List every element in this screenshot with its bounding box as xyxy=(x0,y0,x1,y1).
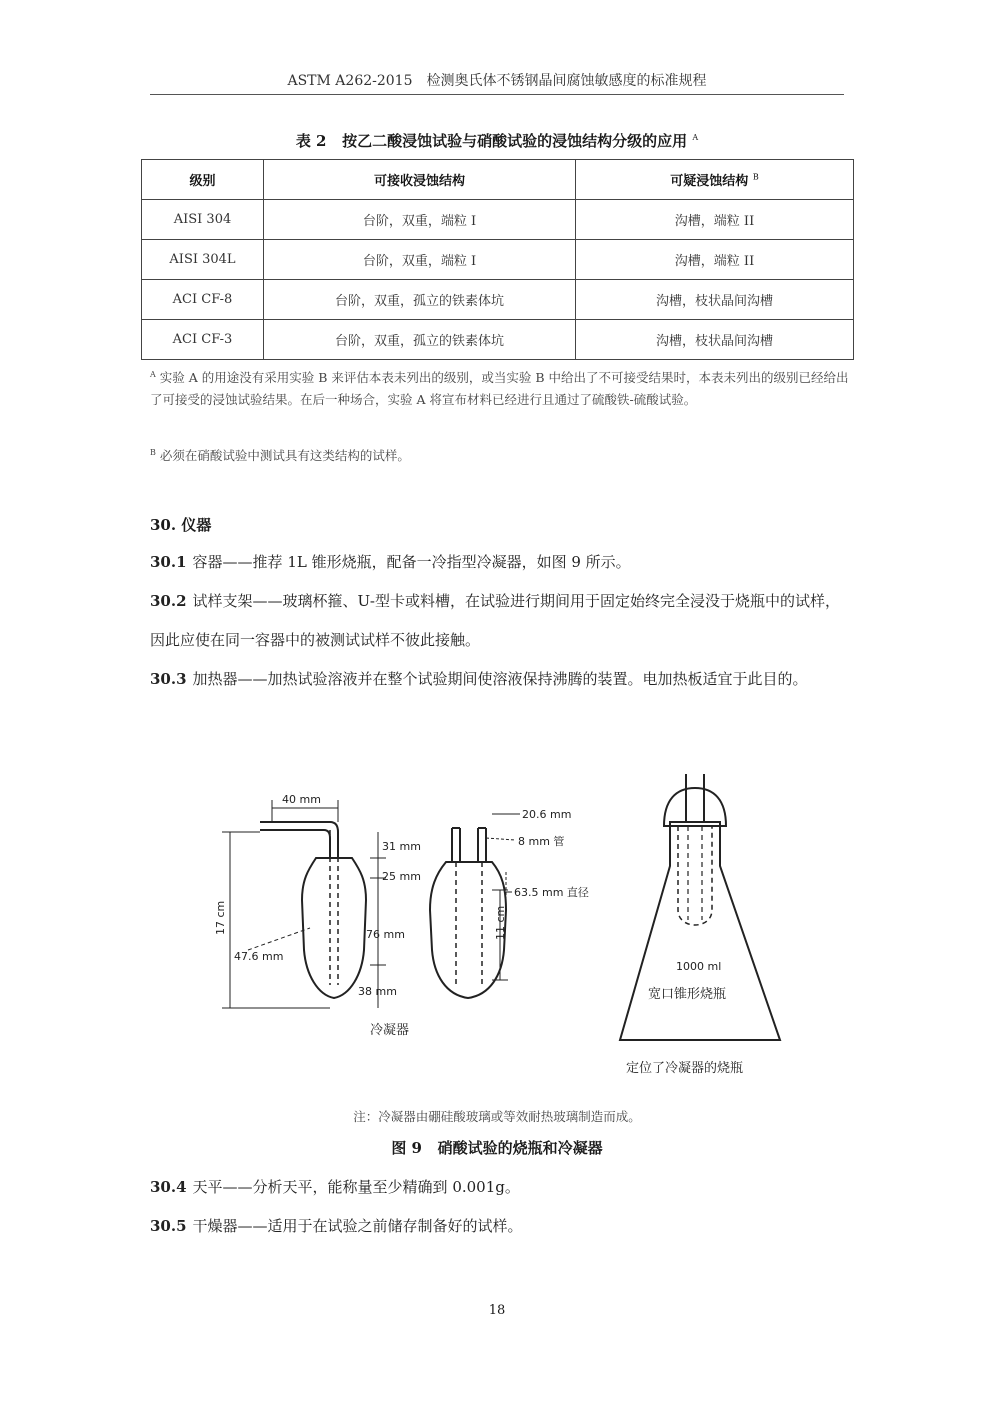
col-header-acceptable: 可接收浸蚀结构 xyxy=(264,160,576,200)
dim-40mm: 40 mm xyxy=(282,793,321,806)
clause-number: 30.1 xyxy=(150,553,187,571)
footnote-b-text: 必须在硝酸试验中测试具有这类结构的试样。 xyxy=(159,448,410,464)
col-header-grade: 级别 xyxy=(142,160,264,200)
table-cell: 台阶，双重，端粒 I xyxy=(264,240,576,280)
table-cell: 沟槽，端粒 II xyxy=(576,200,854,240)
clause-number: 30.5 xyxy=(150,1217,187,1235)
clause-number: 30.4 xyxy=(150,1178,187,1196)
dim-47-6mm: 47.6 mm xyxy=(234,950,284,963)
table-title-footnote-mark: A xyxy=(692,133,699,142)
footnote-a-text: 实验 A 的用途没有采用实验 B 来评估本表未列出的级别，或当实验 B 中给出了不可接受结果时，本表未列出的级别已经给出了可接受的浸蚀试验结果。在后一种场合，实验 A 将宣布材料已经进行且通过了硫酸铁-硫酸试验。 xyxy=(150,370,849,408)
dim-38mm: 38 mm xyxy=(358,985,397,998)
grading-table xyxy=(141,159,854,360)
clause-number: 30.3 xyxy=(150,670,187,688)
paragraph-30-3 xyxy=(150,660,850,699)
table-title-text: 按乙二酸浸蚀试验与硝酸试验的浸蚀结构分级的应用 xyxy=(342,132,688,150)
dim-17cm: 17 cm xyxy=(214,900,227,935)
paragraph-30-1 xyxy=(150,543,850,582)
clause-text: 容器——推荐 1L 锥形烧瓶，配备一冷指型冷凝器，如图 9 所示。 xyxy=(192,553,631,571)
dim-76mm: 76 mm xyxy=(366,928,405,941)
paragraph-30-5 xyxy=(150,1207,850,1246)
clause-number: 30.2 xyxy=(150,592,187,610)
table-cell: 沟槽，端粒 II xyxy=(576,240,854,280)
table-footnote-b xyxy=(150,442,850,467)
table-cell: 台阶，双重，孤立的铁素体坑 xyxy=(264,280,576,320)
table-title xyxy=(150,130,844,151)
table-cell: 台阶，双重，端粒 I xyxy=(264,200,576,240)
figure-note: 注：冷凝器由硼硅酸玻璃或等效耐热玻璃制造而成。 xyxy=(353,1109,641,1124)
condenser-front-view xyxy=(222,800,386,1008)
figure-flask-condenser xyxy=(200,770,820,1090)
table-cell: 沟槽，枝状晶间沟槽 xyxy=(576,320,854,360)
footnote-mark-b: B xyxy=(150,448,156,457)
dim-8mm-tube: 8 mm 管 xyxy=(518,835,565,848)
dim-11cm: 11 cm xyxy=(494,905,507,940)
clause-text: 天平——分析天平，能称量至少精确到 0.001g。 xyxy=(192,1178,520,1196)
table-cell: ACI CF-3 xyxy=(142,320,264,360)
figure-title-text: 硝酸试验的烧瓶和冷凝器 xyxy=(437,1139,603,1157)
dim-25mm: 25 mm xyxy=(382,870,421,883)
figure-number: 图 9 xyxy=(391,1139,422,1157)
paragraph-30-2 xyxy=(150,582,850,660)
col-header-footnote-mark: B xyxy=(752,172,759,182)
table-cell: 沟槽，枝状晶间沟槽 xyxy=(576,280,854,320)
table-cell: AISI 304L xyxy=(142,240,264,280)
table-cell: AISI 304 xyxy=(142,200,264,240)
table-cell: ACI CF-8 xyxy=(142,280,264,320)
dim-20-6mm: 20.6 mm xyxy=(522,808,572,821)
table-row xyxy=(142,240,854,280)
table-number: 表 2 xyxy=(295,132,327,150)
page-header: ASTM A262-2015 检测奥氏体不锈钢晶间腐蚀敏感度的标准规程 xyxy=(150,70,844,95)
table-row xyxy=(142,280,854,320)
clause-text: 试样支架——玻璃杯箍、U-型卡或料槽，在试验进行期间用于固定始终完全浸没于烧瓶中的试样，因此应使在同一容器中的被测试试样不彼此接触。 xyxy=(150,592,840,649)
col-header-suspect: 可疑浸蚀结构 $^B$ xyxy=(576,160,854,200)
flask-caption: 定位了冷凝器的烧瓶 xyxy=(626,1061,744,1076)
flask-volume: 1000 ml xyxy=(676,960,722,973)
table-cell: 台阶，双重，孤立的铁素体坑 xyxy=(264,320,576,360)
table-row xyxy=(142,200,854,240)
paragraph-30-4 xyxy=(150,1168,850,1207)
condenser-label: 冷凝器 xyxy=(370,1023,410,1038)
clause-text: 干燥器——适用于在试验之前储存制备好的试样。 xyxy=(192,1217,523,1235)
footnote-mark-a: A xyxy=(150,370,156,379)
dimension-lines xyxy=(222,800,386,1008)
table-row xyxy=(142,320,854,360)
table-footnote-a xyxy=(150,364,850,411)
page-number: 18 xyxy=(488,1303,506,1318)
dim-31mm: 31 mm xyxy=(382,840,421,853)
flask-label: 宽口锥形烧瓶 xyxy=(648,987,727,1002)
section-heading: 30. 仪器 xyxy=(150,516,212,534)
dim-63-5mm-diameter: 63.5 mm 直径 xyxy=(514,886,589,899)
table-header-row xyxy=(142,160,854,200)
figure-title xyxy=(150,1137,844,1158)
clause-text: 加热器——加热试验溶液并在整个试验期间使溶液保持沸腾的装置。电加热板适宜于此目的。 xyxy=(192,670,808,688)
